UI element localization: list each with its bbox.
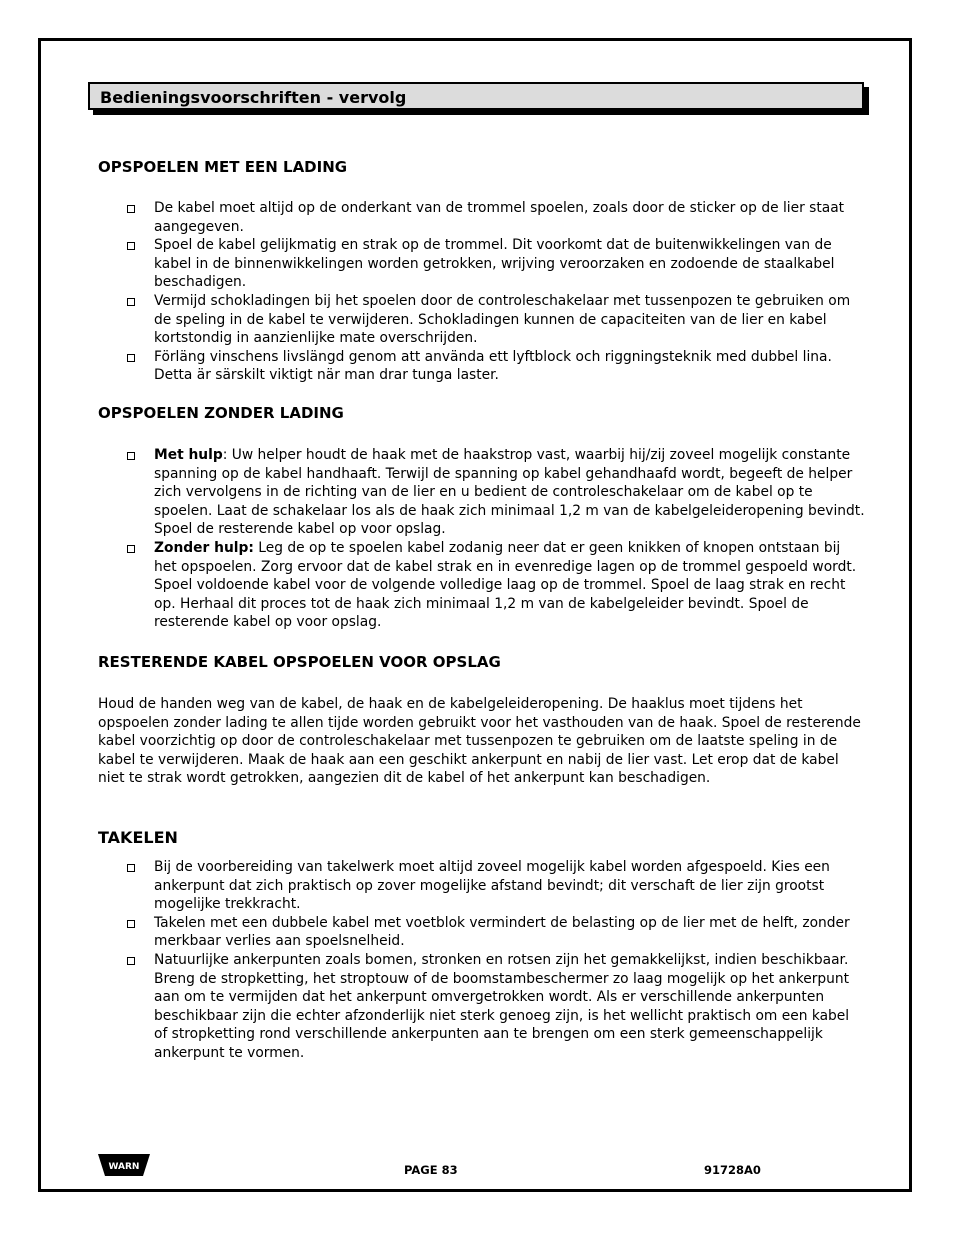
- section1-list: [126, 199, 866, 385]
- section3-paragraph: Houd de handen weg van de kabel, de haak en de kabelgeleideropening. De haaklus moet tijdens het opspoelen zonder lading te allen tijde worden gebruikt voor het vasthouden van de haak. Spoel de resterende kabel voorzichtig op door de controleschakelaar met tussenpozen te gebruiken om de laatste speling in de kabel te verwijderen. Maak de haak aan een geschikt ankerpunt en nabij de lier vast. Let erop dat de kabel niet te strak wordt getrokken, aangezien dit de kabel of het ankerpunt kan beschadigen.: [98, 696, 861, 787]
- warn-logo-text: WARN: [108, 1162, 140, 1172]
- list-item: Vermijd schokladingen bij het spoelen door de controleschakelaar met tussenpozen te gebruiken om de speling in de kabel te verwijderen. Schokladingen kunnen de capaciteiten van de lier en kabel kortstondig in aanzienlijke mate overschrijden.: [126, 292, 866, 348]
- checkbox-bullet-icon: [127, 298, 135, 306]
- list-item: Takelen met een dubbele kabel met voetblok vermindert de belasting op de lier met de helft, zonder merkbaar verlies aan spoelsnelheid.: [126, 914, 866, 951]
- checkbox-bullet-icon: [127, 354, 135, 362]
- list-item: Natuurlijke ankerpunten zoals bomen, stronken en rotsen zijn het gemakkelijkst, indien beschikbaar. Breng de stropketting, het stroptouw of de boomstambeschermer zo laag mogelijk op het ankerpunt aan om te vermijden dat het ankerpunt omvergetrokken wordt. Als er verschillende ankerpunten beschikbaar zijn die echter afzonderlijk niet sterk genoeg zijn, is het wellicht praktisch om een kabel of stropketting rond verschillende ankerpunten aan te brengen om een sterk gemeenschappelijk ankerpunt te vormen.: [126, 951, 866, 1063]
- section-heading-opspoelen-zonder-lading: OPSPOELEN ZONDER LADING: [98, 404, 344, 422]
- list-item: Zonder hulp: Leg de op te spoelen kabel zodanig neer dat er geen knikken of knopen ontstaan bij het opspoelen. Zorg ervoor dat de kabel strak en in evenredige lagen op de trommel gespoeld wordt. Spoel voldoende kabel voor de volgende volledige laag op de trommel. Spoel de laag strak en recht op. Herhaal dit proces tot de haak zich minimaal 1,2 m van de kabelgeleider bevindt. Spoel de resterende kabel op voor opslag.: [126, 539, 866, 632]
- document-code: 91728A0: [704, 1163, 761, 1177]
- section2-list: [126, 446, 866, 632]
- warn-logo: [98, 1152, 150, 1182]
- list-item: Bij de voorbereiding van takelwerk moet altijd zoveel mogelijk kabel worden afgespoeld. Kies een ankerpunt dat zich praktisch op zover mogelijke afstand bevindt; dit verschaft de lier zijn grootst mogelijke trekkracht.: [126, 858, 866, 914]
- section-heading-opspoelen-met-lading: OPSPOELEN MET EEN LADING: [98, 158, 348, 176]
- checkbox-bullet-icon: [127, 920, 135, 928]
- page-number: PAGE 83: [404, 1163, 458, 1177]
- checkbox-bullet-icon: [127, 242, 135, 250]
- page-title-bar: [88, 82, 864, 110]
- list-item: Spoel de kabel gelijkmatig en strak op de trommel. Dit voorkomt dat de buitenwikkelingen van de kabel in de binnenwikkelingen worden getrokken, wrijving veroorzaken en zodoende de staalkabel beschadigen.: [126, 236, 866, 292]
- checkbox-bullet-icon: [127, 545, 135, 553]
- section4-list: [126, 858, 866, 1063]
- checkbox-bullet-icon: [127, 957, 135, 965]
- section-heading-takelen: TAKELEN: [98, 828, 178, 847]
- section-heading-resterende-kabel: RESTERENDE KABEL OPSPOELEN VOOR OPSLAG: [98, 653, 501, 671]
- checkbox-bullet-icon: [127, 452, 135, 460]
- checkbox-bullet-icon: [127, 864, 135, 872]
- list-item: De kabel moet altijd op de onderkant van de trommel spoelen, zoals door de sticker op de lier staat aangegeven.: [126, 199, 866, 236]
- page-title: Bedieningsvoorschriften - vervolg: [100, 88, 407, 107]
- checkbox-bullet-icon: [127, 205, 135, 213]
- list-item: Förläng vinschens livslängd genom att använda ett lyftblock och riggningsteknik med dubbel lina. Detta är särskilt viktigt när man drar tunga laster.: [126, 348, 866, 385]
- list-item: Met hulp: Uw helper houdt de haak met de haakstrop vast, waarbij hij/zij zoveel mogelijk constante spanning op de kabel handhaaft. Terwijl de spanning op kabel gehandhaafd wordt, begeeft de helper zich vervolgens in de richting van de lier en u bedient de controleschakelaar om de kabel op te spoelen. Laat de schakelaar los als de haak zich minimaal 1,2 m van de kabelgeleideropening bevindt. Spoel de resterende kabel op voor opslag.: [126, 446, 866, 539]
